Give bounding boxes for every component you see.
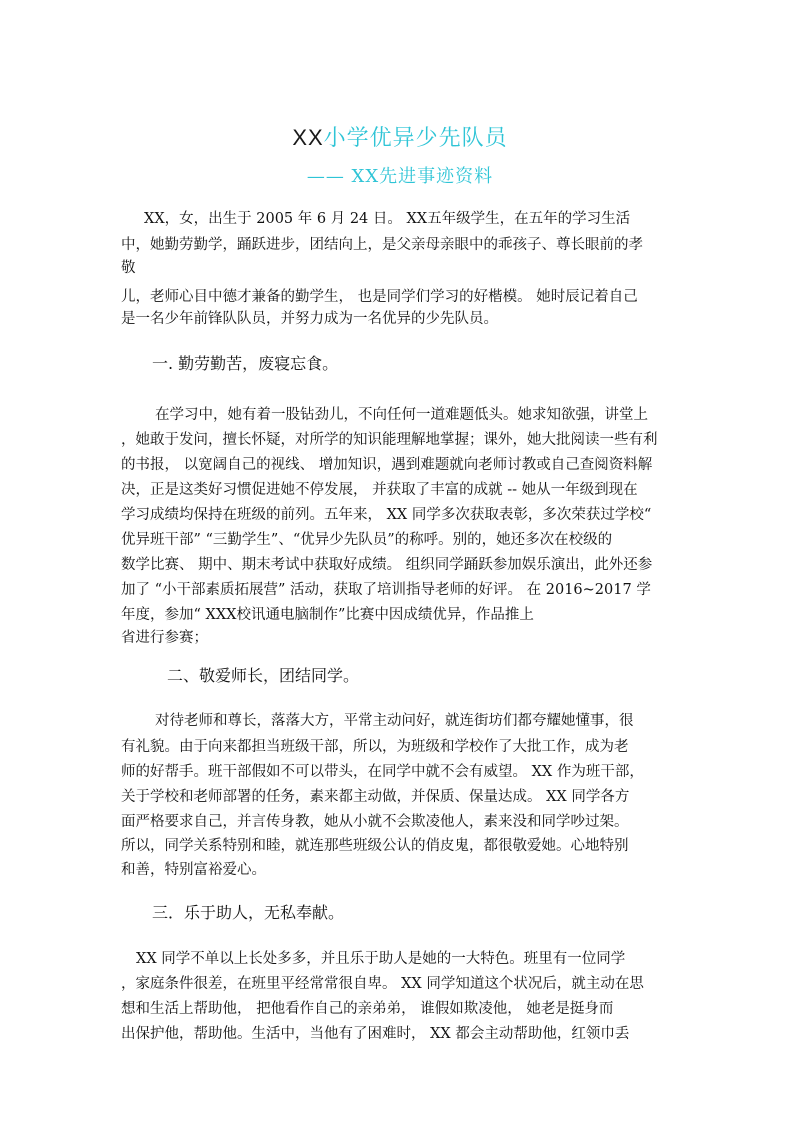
paragraph-line: 决，正是这类好习惯促进她不停发展， 并获取了丰富的成就 -- 她从一年级到现在	[121, 482, 638, 498]
section-heading: 二、敬爱师长，团结同学。	[167, 666, 360, 685]
document-title	[0, 121, 800, 152]
intro-line: XX，女，出生于 2005 年 6 月 24 日。 XX五年级学生，在五年的学习生活	[144, 211, 631, 227]
intro-line: 敬	[121, 260, 136, 276]
document-subtitle: —— XX先进事迹资料	[306, 166, 494, 187]
paragraph-line: 的书报， 以宽阔自己的视线、 增加知识，遇到难题就向老师讨教或自己查阅资料解	[121, 457, 653, 473]
paragraph-line: 在学习中，她有着一股钻劲儿，不向任何一道难题低头。她求知欲强，讲堂上	[155, 407, 648, 423]
paragraph-line: 面严格要求自己，并言传身教，她从小就不会欺凌他人，素来没和同学吵过架。	[121, 814, 629, 830]
intro-line: 中，她勤劳勤学，踊跃进步，团结向上，是父亲母亲眼中的乖孩子、尊长眼前的孝	[121, 237, 643, 253]
paragraph-line: 数学比赛、 期中、期末考试中获取好成绩。 组织同学踊跃参加娱乐演出，此外还参	[121, 557, 653, 573]
paragraph-line: 对待老师和尊长，落落大方，平常主动问好，就连街坊们都夸耀她懂事，很	[155, 713, 634, 729]
paragraph-line: ，家庭条件很差，在班里平经常常很自卑。 XX 同学知道这个状况后，就主动在思	[121, 976, 644, 992]
paragraph-line: 师的好帮手。班干部假如不可以带头，在同学中就不会有威望。 XX 作为班干部，	[121, 764, 644, 780]
paragraph-line: ，她敢于发问，擅长怀疑，对所学的知识能理解地掌握；课外，她大批阅读一些有利	[121, 432, 658, 448]
section-heading: 一. 勤劳勤苦，废寝忘食。	[152, 354, 339, 373]
paragraph-line: XX 同学不单以上长处多多，并且乐于助人是她的一大特色。班里有一位同学	[136, 951, 626, 967]
intro-line: 是一名少年前锋队队员，并努力成为一名优异的少先队员。	[121, 311, 498, 327]
paragraph-line: 和善，特别富裕爱心。	[121, 862, 266, 878]
paragraph-line: 年度，参加“ XXX校讯通电脑制作”比赛中因成绩优异，作品推上	[121, 607, 534, 623]
paragraph-line: 有礼貌。由于向来都担当班级干部，所以，为班级和学校作了大批工作，成为老	[121, 739, 629, 755]
paragraph-line: 优异班干部” “三勤学生”、“优异少先队员”的称呼。别的，她还多次在校级的	[121, 532, 613, 548]
paragraph-line: 所以，同学关系特别和睦，就连那些班级公认的俏皮鬼，都很敬爱她。心地特别	[121, 838, 629, 854]
section-heading: 三．乐于助人，无私奉献。	[152, 903, 345, 922]
title-main: 小学优异少先队员	[323, 126, 508, 151]
paragraph-line: 省进行参赛；	[121, 630, 208, 646]
paragraph-line: 关于学校和老师部署的任务，素来都主动做，并保质、保量达成。 XX 同学各方	[121, 789, 630, 805]
paragraph-line: 加了 “小干部素质拓展营” 活动，获取了培训指导老师的好评。 在 2016~2017 学	[121, 582, 651, 598]
paragraph-line: 学习成绩均保持在班级的前列。五年来， XX 同学多次获取表彰，多次荣获过学校“	[121, 507, 652, 523]
paragraph-line: 想和生活上帮助他， 把他看作自己的亲弟弟， 谁假如欺凌他， 她老是挺身而	[121, 1001, 614, 1017]
paragraph-line: 出保护他，帮助他。生活中，当他有了困难时， XX 都会主动帮助他，红领巾丢	[121, 1026, 630, 1042]
intro-line: 儿，老师心目中德才兼备的勤学生， 也是同学们学习的好楷模。 她时辰记着自己	[121, 289, 638, 305]
title-prefix: XX	[292, 125, 324, 150]
